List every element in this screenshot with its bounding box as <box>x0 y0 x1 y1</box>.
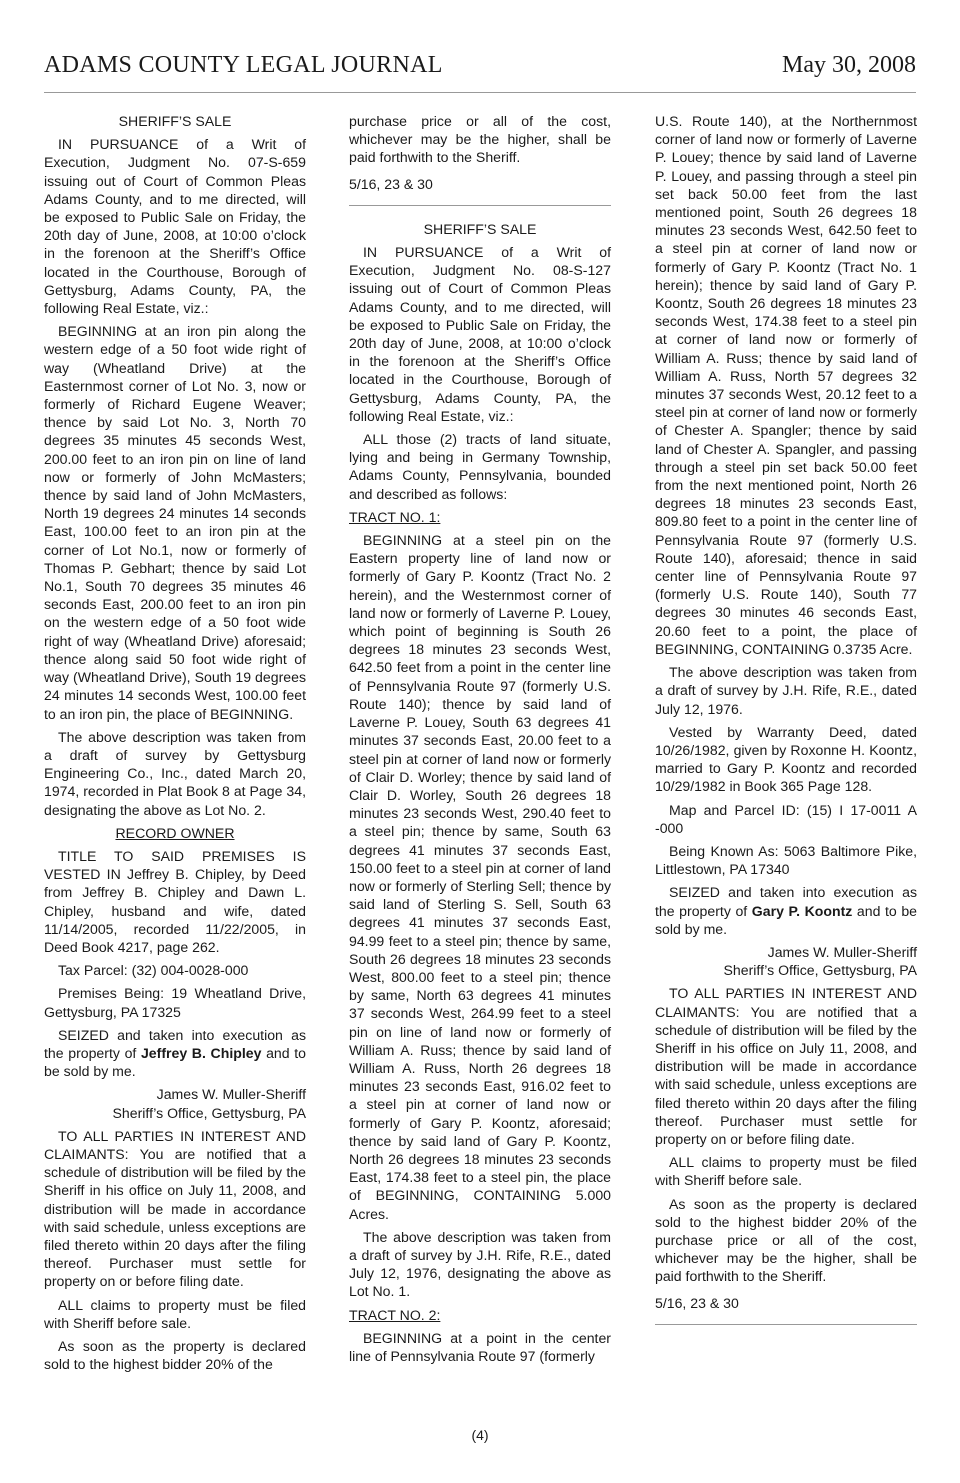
sale-1-tax-parcel: Tax Parcel: (32) 004-0028-000 <box>58 962 249 979</box>
defendant-name: Gary P. Koontz <box>751 902 853 919</box>
sale-2-claims: ALL claims to property must be filed with Sheriff before sale. <box>655 1154 917 1189</box>
seized-suffix: and to be sold by me. <box>44 1044 306 1080</box>
sale-1-declared-end: purchase price or all of the cost, whichever may be the higher, shall be paid forthwith to the Sheriff. <box>349 113 611 166</box>
tract-1-survey: The above description was taken from a draft of survey by J.H. Rife, R.E., dated July 12, 1976, designating the above as Lot No. 1. <box>349 1228 611 1300</box>
sale-1-intro: IN PURSUANCE of a Writ of Execution, Judgment No. 07-S-659 issuing out of Court of Common Pleas Adams County, and to me directed, will be exposed to Public Sale on Friday, the 20th day of June, 2008, at 10:00 o’clock in the forenoon at the Sheriff’s Office located in the Courthouse, Borough of Gettysburg, Adams County, PA, the following Real Estate, viz.: <box>44 136 306 317</box>
column-2 <box>349 112 611 1370</box>
issue-date: May 30, 2008 <box>782 52 916 78</box>
sale-1-description: BEGINNING at an iron pin along the western edge of a 50 foot wide right of way (Wheatland Drive) at the Easternmost corner of Lot No. 3, now or formerly of Richard Eugene Weaver; thence by said Lot No. 3, North 70 degrees 35 minutes 45 seconds West, 200.00 feet to an iron pin on line of land now or formerly of John McMasters; thence by said land of John McMasters, North 19 degrees 24 minutes 14 seconds East, 100.00 feet to an iron pin at the corner of Lot No.1, now or formerly of Thomas P. Gebhart; thence by said Lot No.1, South 70 degrees 35 minutes 46 seconds East, 200.00 feet to an iron pin on the western edge of a 50 foot wide right of way (Wheatland Drive) aforesaid; thence along said 50 foot wide right of way (Wheatland Drive), South 19 degrees 24 minutes 14 seconds West, 100.00 feet to an iron pin, the place of BEGINNING. <box>44 323 306 722</box>
journal-title: ADAMS COUNTY LEGAL JOURNAL <box>44 52 443 78</box>
tract-2-description-start: BEGINNING at a point in the center line of Pennsylvania Route 97 (formerly <box>349 1329 611 1364</box>
column-1 <box>44 112 306 1378</box>
page-header <box>44 52 916 93</box>
sale-2-seized <box>655 883 917 938</box>
sale-2-declared: As soon as the property is declared sold to the highest bidder 20% of the purchase price or all of the cost, whichever may be the higher, shall be paid forthwith to the Sheriff. <box>655 1195 917 1285</box>
sale-2-parties-notice: TO ALL PARTIES IN INTEREST AND CLAIMANTS: You are notified that a schedule of distribution will be filed by the Sheriff in his office on July 11, 2008, and distribution will be made in accordance with said schedule, unless exceptions are filed thereto within 20 days after the filing thereof. Purchaser must settle for property on or before filing date. <box>655 985 917 1147</box>
seized-prefix: SEIZED and taken into execution as the property of <box>44 1026 306 1061</box>
sale-2-tracts: ALL those (2) tracts of land situate, lying and being in Germany Township, Adams County, Pennsylvania, bounded and described as follows: <box>349 431 611 502</box>
sheriff-name: James W. Muller-Sheriff <box>156 1086 306 1103</box>
sale-1-survey: The above description was taken from a draft of survey by Gettysburg Engineering Co., Inc., dated March 20, 1974, recorded in Plat Book 8 at Page 34, designating the above as Lot No. 2. <box>44 728 306 818</box>
sale-1-title: SHERIFF’S SALE <box>118 113 232 129</box>
sale-1-publication-dates: 5/16, 23 & 30 <box>349 175 433 192</box>
seized-prefix: SEIZED and taken into execution as the property of <box>655 884 917 919</box>
page-number: (4) <box>471 1427 489 1443</box>
sale-2-intro: IN PURSUANCE of a Writ of Execution, Judgment No. 08-S-127 issuing out of Court of Common Pleas Adams County, and to me directed, will be exposed to Public Sale on Friday, the 20th day of June, 2008, at 10:00 o’clock in the forenoon at the Sheriff’s Office located in the Courthouse, Borough of Gettysburg, Adams County, PA, the following Real Estate, viz.: <box>349 244 611 424</box>
sheriff-name: James W. Muller-Sheriff <box>767 943 917 960</box>
sale-1-claims: ALL claims to property must be filed with Sheriff before sale. <box>44 1296 306 1331</box>
sale-1-seized <box>44 1026 306 1081</box>
sale-1-declared-start: As soon as the property is declared sold to the highest bidder 20% of the <box>44 1338 306 1373</box>
divider <box>655 1324 917 1325</box>
tract-2-survey: The above description was taken from a draft of survey by J.H. Rife, R.E., dated July 12, 1976. <box>655 664 917 717</box>
tract-2-description-end: U.S. Route 140), at the Northernmost corner of land now or formerly of Laverne P. Louey; thence by said land of Laverne P. Louey, and passing through a steel pin set back 50.00 feet from the last mentioned point, South 26 degrees 18 minutes 23 seconds West, 642.50 feet to a steel pin at corner of land now or formerly of Gary P. Koontz (Tract No. 1 herein); thence by said land of Gary P. Koontz, South 26 degrees 18 minutes 23 seconds West, 174.38 feet to a steel pin at corner of land now or formerly of William A. Russ; thence by said land of William A. Russ, North 57 degrees 32 minutes 37 seconds West, 20.12 feet to a steel pin at corner of land now or formerly of Chester A. Spangler; thence by said land of Chester A. Spangler, and passing through a steel pin set back 50.00 feet from the next mentioned point, North 26 degrees 18 minutes 23 seconds East, 809.80 feet to a point in the center line of Pennsylvania Route 97 (formerly U.S. Route 140), aforesaid; thence in said center line of Pennsylvania Route 97 (formerly U.S. Route 140), South 77 degrees 30 minutes 46 seconds East, 20.60 feet to a point, the place of BEGINNING, CONTAINING 0.3735 Acre. <box>655 113 917 657</box>
seized-suffix: and to be sold by me. <box>655 902 918 937</box>
divider <box>349 205 611 206</box>
sale-2-known-as: Being Known As: 5063 Baltimore Pike, Littlestown, PA 17340 <box>655 842 917 878</box>
tract-1-heading: TRACT NO. 1: <box>349 508 441 525</box>
tract-1-description: BEGINNING at a steel pin on the Eastern property line of land now or formerly of Gary P. Koontz (Tract No. 2 herein), and the Westernmost corner of land now or formerly of Laverne P. Louey, which point of beginning is South 26 degrees 18 minutes 23 seconds West, 642.50 feet from a point in the center line of Pennsylvania Route 97 (formerly U.S. Route 140); thence by said land of Laverne P. Louey, South 63 degrees 41 minutes 37 seconds East, 20.00 feet to a steel pin at corner of land now or formerly of Clair D. Worley; thence by said land of Clair D. Worley, South 26 degrees 18 minutes 23 seconds West, 290.40 feet to a steel pin; thence by same, South 63 degrees 41 minutes 37 seconds East, 150.00 feet to a steel pin at corner of land now or formerly of Sterling Sell; thence by said land of Sterling S. Sell, South 63 degrees 41 minutes 37 seconds East, 94.99 feet to a steel pin; thence by same, South 26 degrees 18 minutes 23 seconds West, 800.00 feet to a steel pin; thence by same, North 63 degrees 41 minutes 37 seconds West, 264.99 feet to a steel pin on line of land now or formerly of William A. Russ; thence by said land of William A. Russ, North 26 degrees 18 minutes 23 seconds East, 916.02 feet to a steel pin at corner of land now or formerly of Gary P. Koontz, aforesaid; thence by said land of Gary P. Koontz, North 26 degrees 18 minutes 23 seconds East, 174.38 feet to a steel pin, the place of BEGINNING, CONTAINING 5.000 Acres. <box>349 532 611 1222</box>
sale-2-map-parcel: Map and Parcel ID: (15) I 17-0011 A -000 <box>655 801 917 836</box>
sale-1-title-vesting: TITLE TO SAID PREMISES IS VESTED IN Jeffrey B. Chipley, by Deed from Jeffrey B. Chipley and Dawn L. Chipley, husband and wife, dated 11/14/2005, recorded 11/22/2005, in Deed Book 4217, page 262. <box>44 847 306 955</box>
sale-2-vested: Vested by Warranty Deed, dated 10/26/1982, given by Roxonne H. Koontz, married to Gary P. Koontz and recorded 10/29/1982 in Book 365 Page 128. <box>655 723 917 795</box>
sheriff-office: Sheriff’s Office, Gettysburg, PA <box>723 962 917 979</box>
sheriff-office: Sheriff’s Office, Gettysburg, PA <box>112 1104 306 1121</box>
record-owner-heading: RECORD OWNER <box>115 824 235 841</box>
sale-2-title: SHERIFF’S SALE <box>423 220 537 237</box>
sale-2-publication-dates: 5/16, 23 & 30 <box>655 1294 739 1311</box>
sale-1-parties-notice: TO ALL PARTIES IN INTEREST AND CLAIMANTS: You are notified that a schedule of distribution will be filed by the Sheriff in his office on July 11, 2008, and distribution will be made in accordance with said schedule, unless exceptions are filed thereto within 20 days after the filing thereof. Purchaser must settle for property on or before filing date. <box>44 1127 306 1290</box>
tract-2-heading: TRACT NO. 2: <box>349 1306 441 1323</box>
defendant-name: Jeffrey B. Chipley <box>140 1044 262 1061</box>
column-3 <box>655 112 917 1339</box>
sale-1-premises: Premises Being: 19 Wheatland Drive, Gettysburg, PA 17325 <box>44 985 306 1020</box>
